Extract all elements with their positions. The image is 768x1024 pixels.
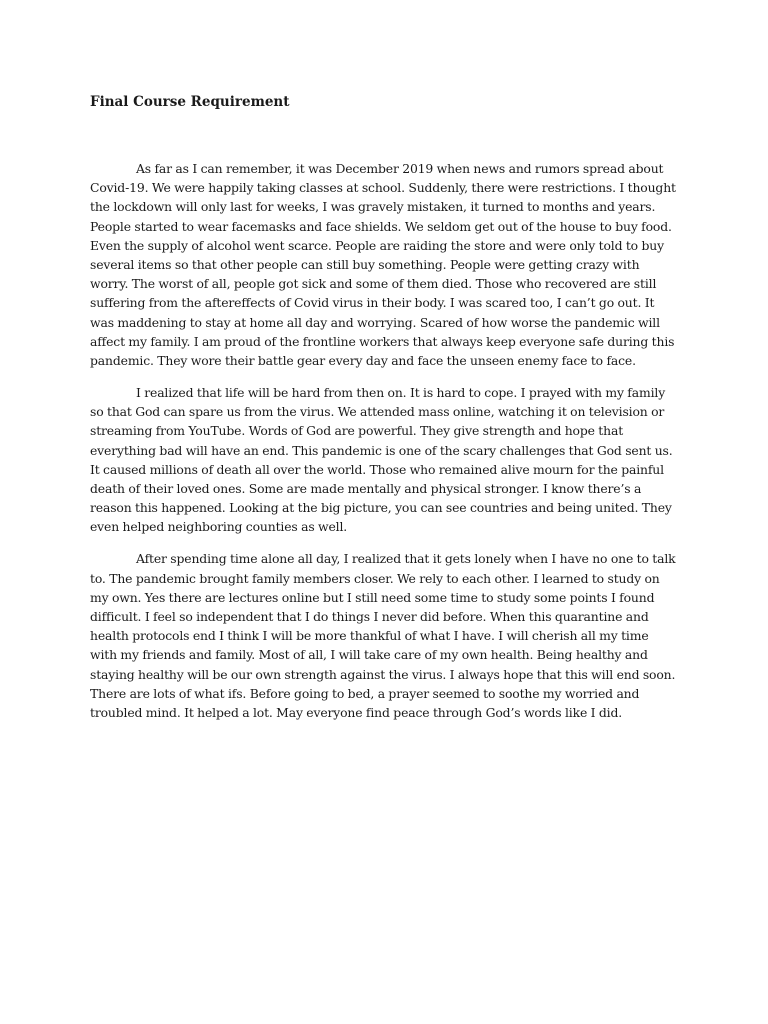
paragraph-3: After spending time alone all day, I realized that it gets lonely when I have no one to talk to. The pandemic brought family members closer. We rely to each other. I learned to study on my own. Yes there are lectures online but I still need some time to study some points I found difficult. I feel so independent that I do things I never did before. When this quarantine and health protocols end I think I will be more thankful of what I have. I will cherish all my time with my friends and family. Most of all, I will take care of my own health. Being healthy and staying healthy will be our own strength against the virus. I always hope that this will end soon. There are lots of what ifs. Before going to bed, a prayer seemed to soothe my worried and troubled mind. It helped a lot. May everyone find peace through God’s words like I did.: [90, 551, 676, 721]
paragraph-2: I realized that life will be hard from then on. It is hard to cope. I prayed with my family so that God can spare us from the virus. We attended mass online, watching it on television or streaming from YouTube. Words of God are powerful. They give strength and hope that everything bad will have an end. This pandemic is one of the scary challenges that God sent us. It caused millions of death all over the world. Those who remained alive mourn for the painful death of their loved ones. Some are made mentally and physical stronger. I know there’s a reason this happened. Looking at the big picture, you can see countries and being united. They even helped neighboring counties as well.: [90, 385, 673, 535]
paragraph-1: As far as I can remember, it was December 2019 when news and rumors spread about Covid-19. We were happily taking classes at school. Suddenly, there were restrictions. I thought the lockdown will only last for weeks, I was gravely mistaken, it turned to months and years. People started to wear facemasks and face shields. We seldom get out of the house to buy food. Even the supply of alcohol went scarce. People are raiding the store and were only told to buy several items so that other people can still buy something. People were getting crazy with worry. The worst of all, people got sick and some of them died. Those who recovered are still suffering from the aftereffects of Covid virus in their body. I was scared too, I can’t go out. It was maddening to stay at home all day and worrying. Scared of how worse the pandemic will affect my family. I am proud of the frontline workers that always keep everyone safe during this pandemic. They wore their battle gear every day and face the unseen enemy face to face.: [90, 161, 676, 369]
document-title: Final Course Requirement: [90, 94, 290, 110]
document-body: [90, 94, 678, 735]
